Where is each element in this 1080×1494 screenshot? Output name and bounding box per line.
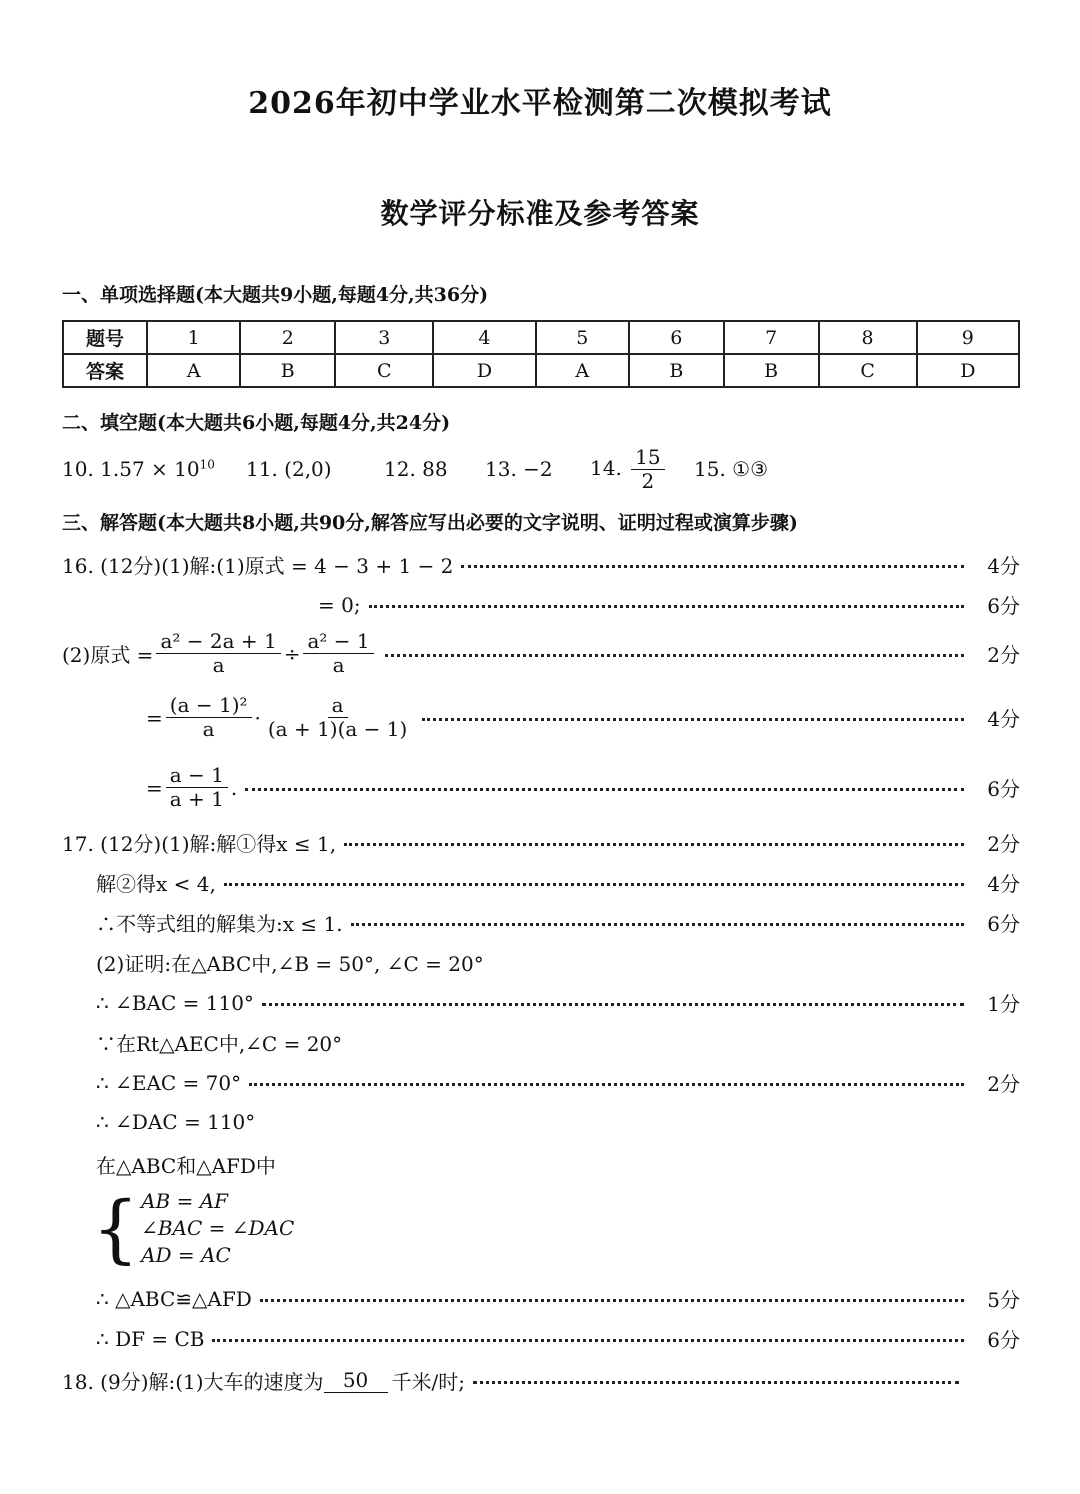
exam-title: 2026年初中学业水平检测第二次模拟考试 bbox=[248, 86, 832, 121]
leader-dots bbox=[245, 788, 964, 791]
q17-proof-step5 bbox=[96, 1150, 276, 1179]
step-text: ∴ ∠EAC = 70° bbox=[96, 1070, 242, 1095]
score-label: 6分 bbox=[987, 594, 1020, 618]
q14-label: 14. bbox=[590, 456, 622, 480]
q16-part2-step2: = $\frac{\text{(a − 1)²}}{a}$ · $\frac{a}{(a + 1)(a - 1)}$ 4分 bbox=[146, 693, 1020, 741]
question-number: 9 bbox=[917, 321, 1019, 354]
row-header-answer: 答案 bbox=[63, 354, 147, 387]
division-sign: ÷ bbox=[283, 641, 301, 666]
leader-dots bbox=[224, 883, 964, 886]
answer-cell: B bbox=[629, 354, 724, 387]
step-text: 16. (12分)(1)解:(1)原式 = 4 − 3 + 1 − 2 bbox=[62, 554, 454, 578]
answer-cell: C bbox=[819, 354, 917, 387]
q14-fraction bbox=[631, 446, 664, 493]
fraction-numerator: a² − 2a + 1 bbox=[156, 630, 280, 654]
fraction-denominator: 2 bbox=[641, 469, 655, 493]
answer-q11: 11. (2,0) bbox=[246, 457, 332, 481]
step-text: = 0; bbox=[318, 592, 361, 617]
fraction bbox=[156, 630, 280, 677]
leader-dots bbox=[473, 1381, 959, 1384]
q16-part2-step3: = $\frac{a - 1}{a + 1}$ . 6分 bbox=[146, 763, 1020, 811]
answer-cell: B bbox=[724, 354, 819, 387]
q17-proof-given bbox=[96, 948, 484, 977]
step-text: ∴ ∠DAC = 110° bbox=[96, 1110, 256, 1134]
step-text: 在△ABC和△AFD中 bbox=[96, 1154, 276, 1178]
fraction-numerator: a² − 1 bbox=[303, 630, 373, 654]
leader-dots bbox=[262, 1003, 964, 1006]
step-text: (2)证明:在△ABC中,∠B = 50°, ∠C = 20° bbox=[96, 952, 484, 976]
left-brace: { bbox=[92, 1185, 140, 1272]
score-label: 6分 bbox=[987, 912, 1020, 936]
system-line: AD = AC bbox=[141, 1243, 231, 1267]
step-text: 千米/时; bbox=[391, 1370, 466, 1394]
leader-dots bbox=[249, 1083, 964, 1086]
answer-q10 bbox=[62, 457, 215, 481]
step-text: (2)原式 = bbox=[62, 643, 154, 667]
fraction bbox=[303, 630, 373, 677]
fraction bbox=[264, 694, 411, 741]
answer-blank: 50 bbox=[324, 1368, 388, 1393]
q17-proof-step1 bbox=[96, 988, 1020, 1017]
step-text: 17. (12分)(1)解:解①得x ≤ 1, bbox=[62, 832, 337, 856]
step-text: ∴不等式组的解集为:x ≤ 1. bbox=[96, 912, 343, 936]
q16-step2 bbox=[318, 590, 1020, 619]
section3-heading: 三、解答题(本大题共8小题,共90分,解答应写出必要的文字说明、证明过程或演算步骤) bbox=[62, 512, 798, 534]
row-header-question: 题号 bbox=[63, 321, 147, 354]
question-number: 5 bbox=[536, 321, 629, 354]
fraction-numerator: (a − 1)² bbox=[166, 694, 252, 718]
q16-part2-step1 bbox=[62, 630, 1020, 677]
q10-base: 10. 1.57 × 10 bbox=[62, 457, 200, 481]
table-row bbox=[63, 354, 1019, 387]
section2-heading: 二、填空题(本大题共6小题,每题4分,共24分) bbox=[62, 412, 451, 434]
step-text: 解②得x < 4, bbox=[96, 872, 216, 896]
leader-dots bbox=[422, 718, 964, 721]
score-label: 2分 bbox=[987, 832, 1020, 856]
system-line: ∠BAC = ∠DAC bbox=[141, 1216, 295, 1240]
question-number: 7 bbox=[724, 321, 819, 354]
answer-q13: 13. −2 bbox=[485, 457, 553, 481]
answer-cell: C bbox=[335, 354, 433, 387]
q10-exponent: 10 bbox=[199, 457, 215, 472]
question-number: 8 bbox=[819, 321, 917, 354]
score-label: 2分 bbox=[987, 1072, 1020, 1096]
score-label: 4分 bbox=[987, 554, 1020, 578]
score-label: 5分 bbox=[987, 1288, 1020, 1312]
score-label: 4分 bbox=[987, 707, 1020, 731]
answer-cell: A bbox=[536, 354, 629, 387]
question-number: 3 bbox=[335, 321, 433, 354]
q17-step3 bbox=[96, 908, 1020, 937]
fraction-numerator: a − 1 bbox=[166, 764, 228, 788]
question-number: 1 bbox=[147, 321, 240, 354]
leader-dots bbox=[212, 1339, 964, 1342]
q17-step2 bbox=[96, 868, 1020, 897]
leader-dots bbox=[351, 923, 964, 926]
q17-proof-step2 bbox=[96, 1028, 342, 1057]
choice-answer-table bbox=[62, 320, 1020, 388]
fraction-denominator: a bbox=[202, 717, 215, 741]
fraction bbox=[166, 764, 228, 811]
section1-heading: 一、单项选择题(本大题共9小题,每题4分,共36分) bbox=[62, 284, 489, 306]
step-text: ∴ DF = CB bbox=[96, 1326, 205, 1351]
score-label: 4分 bbox=[987, 872, 1020, 896]
question-number: 2 bbox=[240, 321, 335, 354]
q17-proof-step4 bbox=[96, 1110, 255, 1134]
answer-q12: 12. 88 bbox=[384, 457, 448, 481]
score-label: 6分 bbox=[987, 1328, 1020, 1352]
leader-dots bbox=[461, 565, 964, 568]
system-line: AB = AF bbox=[141, 1189, 229, 1213]
fraction bbox=[166, 694, 252, 741]
question-number: 6 bbox=[629, 321, 724, 354]
answer-q15: 15. ①③ bbox=[694, 457, 769, 481]
answer-cell: B bbox=[240, 354, 335, 387]
q18-step1 bbox=[62, 1366, 967, 1395]
q17-equation-system bbox=[92, 1185, 295, 1272]
question-number: 4 bbox=[433, 321, 535, 354]
fraction-denominator: a bbox=[212, 653, 225, 677]
leader-dots bbox=[385, 654, 964, 657]
fraction-numerator: a bbox=[328, 694, 348, 718]
q17-proof-step3 bbox=[96, 1068, 1020, 1097]
answer-cell: A bbox=[147, 354, 240, 387]
answer-q14 bbox=[590, 446, 668, 493]
score-label: 1分 bbox=[987, 992, 1020, 1016]
score-label: 2分 bbox=[987, 643, 1020, 667]
answer-cell: D bbox=[433, 354, 535, 387]
q17-proof-step6 bbox=[96, 1284, 1020, 1313]
score-label: 6分 bbox=[987, 777, 1020, 801]
fraction-denominator: (a + 1)(a − 1) bbox=[267, 717, 408, 741]
step-text: 18. (9分)解:(1)大车的速度为 bbox=[62, 1370, 324, 1394]
leader-dots bbox=[369, 605, 964, 608]
q16-step1 bbox=[62, 550, 1020, 579]
leader-dots bbox=[260, 1299, 964, 1302]
fraction-denominator: a bbox=[332, 653, 345, 677]
q17-step1 bbox=[62, 828, 1020, 857]
fraction-denominator: a + 1 bbox=[169, 787, 224, 811]
table-row bbox=[63, 321, 1019, 354]
answer-cell: D bbox=[917, 354, 1019, 387]
step-text: ∵在Rt△AEC中,∠C = 20° bbox=[96, 1032, 343, 1056]
step-text: ∴ ∠BAC = 110° bbox=[96, 990, 254, 1015]
step-text: ∴ △ABC≌△AFD bbox=[96, 1286, 252, 1311]
leader-dots bbox=[344, 843, 964, 846]
fraction-numerator: 15 bbox=[631, 446, 664, 470]
q17-proof-step7 bbox=[96, 1324, 1020, 1353]
answer-key-subtitle: 数学评分标准及参考答案 bbox=[380, 197, 700, 230]
